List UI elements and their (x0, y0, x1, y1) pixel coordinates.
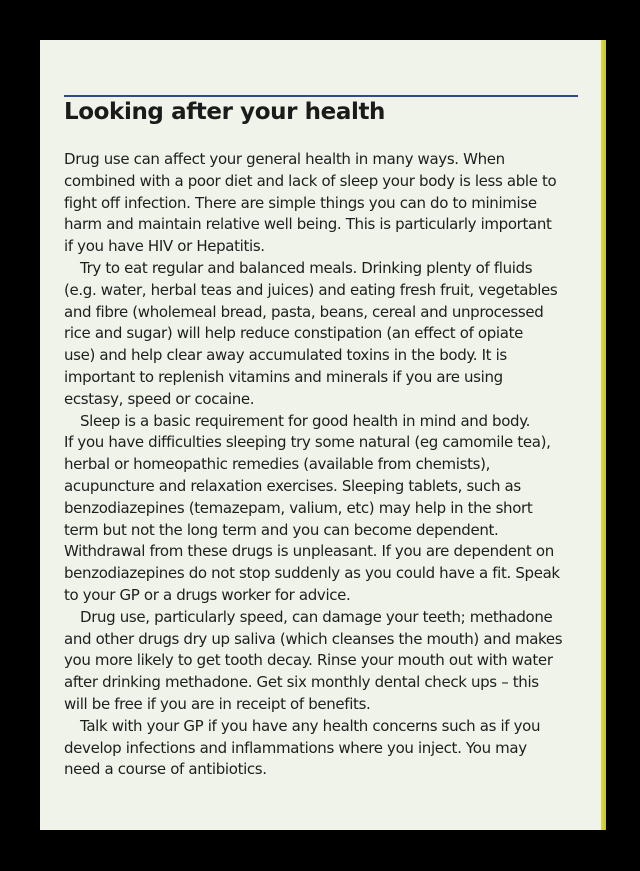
page-title: Looking after your health (64, 99, 386, 125)
leaflet-page (40, 40, 601, 830)
paragraph-intro: Drug use can affect your general health in many ways. When combined with a poor diet and lack of sleep your body is less able to fight off infection. There are simple things you can do to minimise harm and maintain relative well being. This is particularly important if you have HIV or Hepatitis. (64, 150, 557, 256)
paragraph-teeth: Drug use, particularly speed, can damage your teeth; methadone and other drugs dry up saliva (which cleanses the mouth) and makes you more likely to get tooth decay. Rinse your mouth out with water after drinking methadone. Get six monthly dental check ups – this will be free if you are in receipt of benefits. (64, 607, 563, 713)
article-body (64, 149, 594, 781)
next-page-edge (601, 40, 606, 830)
paragraph-sleep: Sleep is a basic requirement for good health in mind and body. If you have difficulties sleeping try some natural (eg camomile tea), herbal or homeopathic remedies (available from chemists), acupuncture and relaxation exercises. Sleeping tablets, such as benzodiazepines (temazepam, valium, etc) may help in the short term but not the long term and you can become dependent. Withdrawal from these drugs is unpleasant. If you are dependent on benzodiazepines do not stop suddenly as you could have a fit. Speak to your GP or a drugs worker for advice. (64, 411, 560, 604)
paragraph-gp-advice: Talk with your GP if you have any health concerns such as if you develop infections and inflammations where you inject. You may need a course of antibiotics. (64, 716, 541, 779)
paragraph-diet: Try to eat regular and balanced meals. Drinking plenty of fluids (e.g. water, herbal teas and juices) and eating fresh fruit, vegetables and fibre (wholemeal bread, pasta, beans, cereal and unprocessed rice and sugar) will help reduce constipation (an effect of opiate use) and help clear away accumulated toxins in the body. It is important to replenish vitamins and minerals if you are using ecstasy, speed or cocaine. (64, 258, 558, 408)
